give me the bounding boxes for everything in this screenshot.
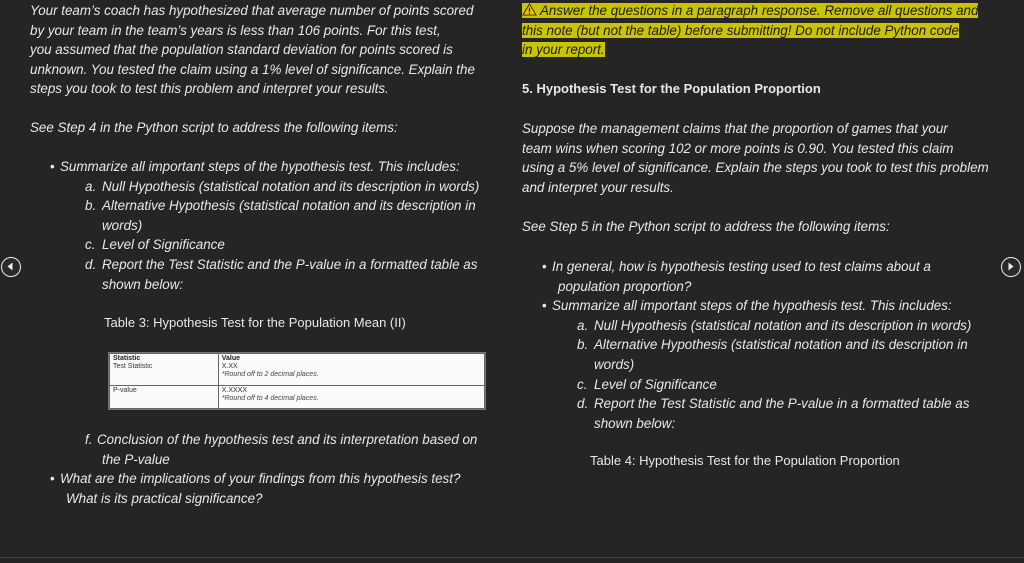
left-item-b-letter: b. — [85, 198, 97, 214]
table-3-caption: Table 3: Hypothesis Test for the Population Mean (II) — [104, 315, 406, 330]
table-row — [110, 386, 485, 409]
left-intro-line: by your team in the team’s years is less than 106 points. For this test, — [30, 22, 441, 38]
table-cell — [218, 386, 484, 409]
left-item-b — [85, 196, 502, 235]
right-bullet-summarize-text: Summarize all important steps of the hypothesis test. This includes: — [552, 298, 952, 314]
left-item-a-letter: a. — [85, 178, 97, 194]
table-header-statistic: Statistic — [113, 355, 141, 362]
right-see-step: See Step 5 in the Python script to address the following items: — [522, 219, 890, 234]
table-row2-value: X.XXXX — [221, 387, 248, 395]
chevron-left-icon — [5, 261, 16, 272]
left-item-b-text: Alternative Hypothesis (statistical notation and its description in — [102, 198, 476, 214]
left-item-c — [85, 235, 502, 255]
left-item-a-text: Null Hypothesis (statistical notation and its description in words) — [102, 178, 480, 194]
table-row1-value: X.XX — [221, 363, 238, 370]
right-item-d — [577, 394, 994, 433]
table-row2-label: P-value — [113, 387, 137, 395]
bullet-marker: • — [50, 471, 55, 486]
right-bullet-general-text-2: population proportion? — [558, 278, 692, 294]
right-item-b-text-2: words) — [594, 356, 635, 372]
table-cell — [110, 386, 219, 409]
right-bullet-list — [542, 257, 994, 433]
left-bullet-list — [60, 157, 502, 294]
left-bullet-implications-text-2: What is its practical significance? — [66, 490, 263, 506]
left-intro-paragraph — [30, 1, 502, 99]
left-item-f-text: Conclusion of the hypothesis test and its interpretation based on — [97, 432, 478, 447]
section-heading: 5. Hypothesis Test for the Population Proportion — [522, 81, 821, 96]
left-item-f-letter: f. — [85, 432, 93, 447]
right-intro-line: Suppose the management claims that the proportion of games that your — [522, 121, 948, 136]
right-item-b-text: Alternative Hypothesis (statistical notation and its description in — [594, 337, 968, 353]
right-item-a-letter: a. — [577, 317, 589, 333]
right-item-c-letter: c. — [577, 376, 588, 392]
right-item-c — [577, 375, 994, 395]
next-page-button[interactable] — [1001, 257, 1021, 277]
bottom-divider — [0, 557, 1024, 558]
table-row1-label: Test Statistic — [113, 363, 153, 370]
table-header-value: Value — [221, 355, 241, 362]
prev-page-button[interactable] — [1, 257, 21, 277]
table-row — [110, 354, 485, 386]
left-item-d-letter: d. — [85, 256, 97, 272]
left-item-c-letter: c. — [85, 237, 96, 253]
table-cell — [110, 354, 219, 386]
left-item-a — [85, 177, 502, 197]
left-intro-line: unknown. You tested the claim using a 1% level of significance. Explain the — [30, 61, 475, 77]
left-bullet-implications — [50, 469, 502, 508]
right-intro-line: team wins when scoring 102 or more points is 0.90. You tested this claim — [522, 140, 954, 156]
left-intro-line: steps you took to test this problem and interpret your results. — [30, 81, 389, 97]
right-bullet-summarize — [542, 296, 994, 316]
table-row2-note: *Round off to 4 decimal places. — [221, 395, 319, 403]
left-see-step: See Step 4 in the Python script to address the following items: — [30, 120, 398, 135]
left-item-c-text: Level of Significance — [102, 237, 225, 253]
warning-text-2: this note (but not the table) before submitting! Do not include Python code — [522, 22, 959, 38]
left-item-d-text-2: shown below: — [102, 276, 184, 292]
right-bullet-general — [542, 257, 994, 296]
table-cell — [218, 354, 484, 386]
left-bullet-implications-text: What are the implications of your findings from this hypothesis test? — [60, 471, 461, 486]
left-intro-line: you assumed that the population standard deviation for points scored is — [30, 42, 453, 58]
right-item-c-text: Level of Significance — [594, 376, 717, 392]
left-item-f — [85, 430, 502, 469]
right-item-a-text: Null Hypothesis (statistical notation and its description in words) — [594, 317, 972, 333]
right-item-d-text: Report the Test Statistic and the P-value in a formatted table as — [594, 396, 970, 412]
bullet-marker: • — [542, 298, 547, 314]
right-item-d-letter: d. — [577, 396, 589, 412]
table-row1-note: *Round off to 2 decimal places. — [221, 371, 319, 378]
left-bullet-summarize-text: Summarize all important steps of the hypothesis test. This includes: — [60, 159, 460, 174]
warning-note — [522, 1, 994, 60]
right-intro-line: using a 5% level of significance. Explain the steps you took to test this problem — [522, 160, 989, 176]
chevron-right-icon — [1005, 261, 1016, 272]
right-intro-paragraph — [522, 119, 994, 197]
left-item-f-text-2: the P-value — [102, 451, 170, 467]
left-item-d — [85, 255, 502, 294]
left-intro-line: Your team’s coach has hypothesized that average number of points scored — [30, 3, 474, 18]
right-intro-line: and interpret your results. — [522, 179, 674, 195]
table-3 — [108, 352, 486, 410]
left-item-b-text-2: words) — [102, 217, 143, 233]
right-item-b-letter: b. — [577, 337, 589, 353]
right-item-d-text-2: shown below: — [594, 415, 676, 431]
right-item-b — [577, 335, 994, 374]
left-bullet-summarize — [60, 157, 502, 177]
table-4-caption: Table 4: Hypothesis Test for the Population Proportion — [590, 453, 900, 468]
warning-text-3: in your report. — [522, 42, 605, 58]
right-item-a — [577, 316, 994, 336]
warning-icon — [522, 3, 537, 16]
right-bullet-general-text: In general, how is hypothesis testing used to test claims about a — [552, 259, 931, 274]
warning-note-line — [522, 3, 978, 18]
warning-text-1: Answer the questions in a paragraph response. Remove all questions and — [540, 3, 979, 18]
left-item-d-text: Report the Test Statistic and the P-value in a formatted table as — [102, 256, 478, 272]
bullet-marker: • — [542, 259, 547, 274]
